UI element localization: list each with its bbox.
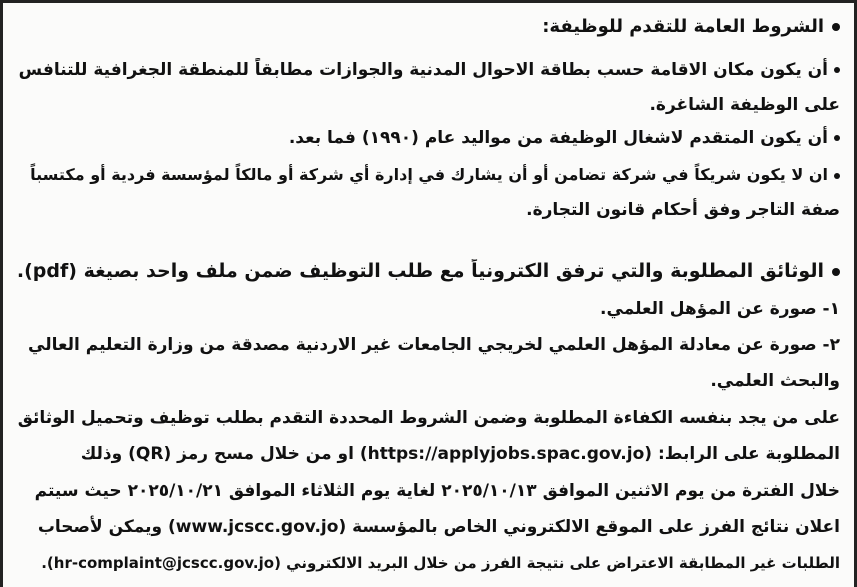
bullet-icon — [834, 173, 840, 179]
general-conditions-heading: الشروط العامة للتقدم للوظيفة: — [17, 15, 840, 41]
bullet-icon — [834, 67, 840, 73]
application-paragraph-line4: اعلان نتائج الفرز على الموقع الالكتروني الخاص بالمؤسسة (www.jcscc.gov.jo) ويمكن لأصحاب — [37, 517, 840, 537]
application-paragraph-line5: الطلبات غير المطابقة الاعتراض على نتيجة الفرز من خلال البريد الالكتروني (hr-complaint@jcscc.gov.jo). — [41, 554, 840, 572]
document-equivalency-line2: والبحث العلمي. — [710, 371, 840, 391]
application-paragraph-line3: خلال الفترة من يوم الاثنين الموافق ٢٠٢٥/١٠/١٣ لغاية يوم الثلاثاء الموافق ٢٠٢٥/١٠/٢١ حيث سيتم — [34, 481, 840, 501]
application-paragraph-line1: على من يجد بنفسه الكفاءة المطلوبة وضمن الشروط المحددة التقدم بطلب توظيف وتحميل الوثائق — [17, 408, 840, 428]
application-paragraph-line2: المطلوبة على الرابط: (https://applyjobs.spac.gov.jo) او من خلال مسح رمز (QR) وذلك — [80, 444, 840, 464]
document-equivalency-line1: ٢- صورة عن معادلة المؤهل العلمي لخريجي الجامعات غير الاردنية مصدقة من وزارة التعليم العالي — [28, 335, 840, 355]
condition-birth-year: أن يكون المتقدم لاشغال الوظيفة من مواليد عام (١٩٩٠) فما بعد. — [17, 126, 840, 152]
condition-residence-line1: أن يكون مكان الاقامة حسب بطاقة الاحوال المدنية والجوازات مطابقاً للمنطقة الجغرافية للتنافس — [17, 58, 840, 84]
condition-no-partnership-line1: ان لا يكون شريكاً في شركة تضامن أو أن يشارك في إدارة أي شركة أو مالكاً لمؤسسة فردية أو مكتسباً — [17, 163, 840, 189]
condition-residence-line2: على الوظيفة الشاغرة. — [649, 95, 840, 115]
condition-no-partnership-line2: صفة التاجر وفق أحكام قانون التجارة. — [526, 200, 840, 220]
bullet-icon — [832, 268, 840, 276]
required-documents-heading: الوثائق المطلوبة والتي ترفق الكترونياً مع طلب التوظيف ضمن ملف واحد بصيغة (pdf). — [17, 259, 840, 285]
bullet-icon — [834, 135, 840, 141]
document-qualification: ١- صورة عن المؤهل العلمي. — [600, 299, 840, 319]
bullet-icon — [832, 23, 840, 31]
